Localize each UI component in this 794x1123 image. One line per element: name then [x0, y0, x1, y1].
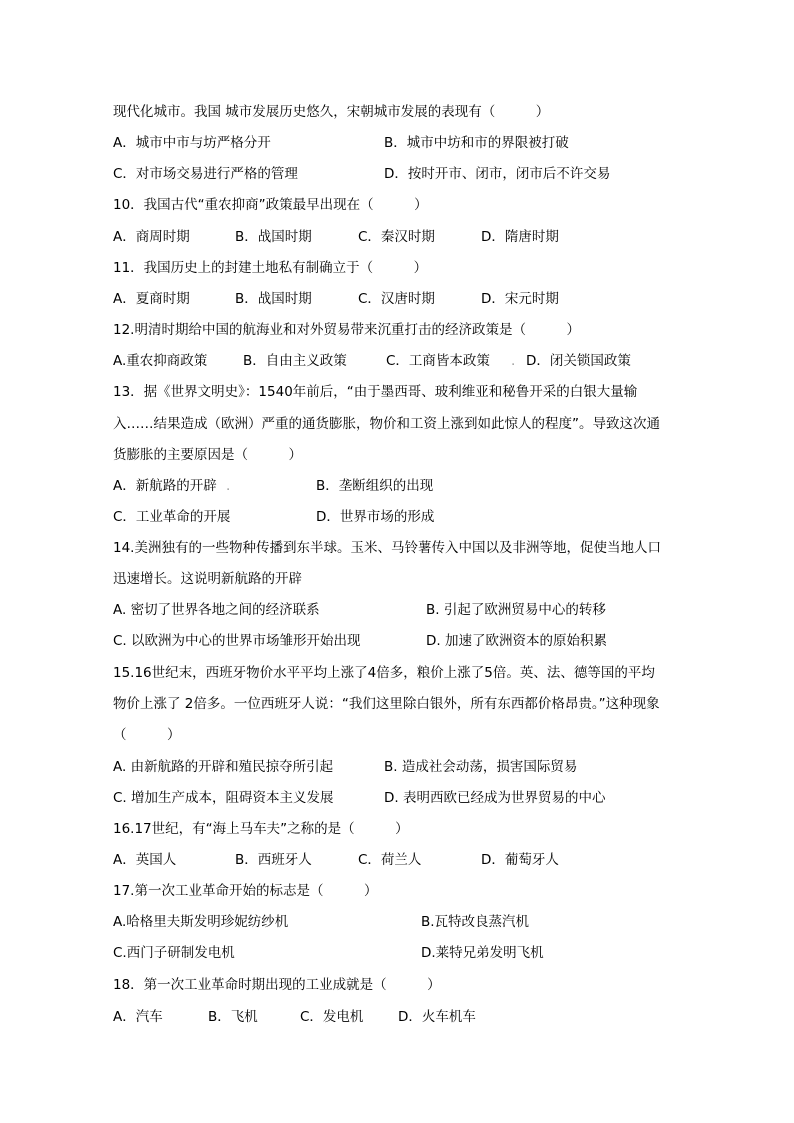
- q17-option-d: D.莱特兄弟发明飞机: [421, 945, 544, 961]
- q18-option-a: A．汽车: [113, 1009, 163, 1025]
- q12-stem: 12.明清时期给中国的航海业和对外贸易带来沉重打击的经济政策是（ ）: [113, 322, 580, 338]
- q10-stem: 10．我国古代“重农抑商”政策最早出现在（ ）: [113, 197, 428, 213]
- q10-option-d: D．隋唐时期: [481, 229, 559, 245]
- q16-option-b: B．西班牙人: [235, 852, 312, 868]
- q18-option-d: D．火车机车: [398, 1009, 476, 1025]
- q11-option-a: A．夏商时期: [113, 291, 190, 307]
- q17-option-c: C.西门子研制发电机: [113, 945, 235, 961]
- q9-option-b: B．城市中坊和市的界限被打破: [384, 135, 569, 151]
- q15-option-b: B. 造成社会动荡，损害国际贸易: [384, 759, 578, 775]
- q15-stem-line-2: 物价上涨了 2倍多。一位西班牙人说：“我们这里除白银外，所有东西都价格昂贵。”这种现象: [113, 696, 660, 712]
- q15-option-d: D. 表明西欧已经成为世界贸易的中心: [384, 790, 606, 806]
- q15-stem-line-3: （ ）: [113, 727, 181, 743]
- q12-stray-dot: .: [511, 353, 516, 369]
- q9-stem: 现代化城市。我国 城市发展历史悠久，宋朝城市发展的表现有（ ）: [113, 104, 550, 120]
- q12-option-a: A.重农抑商政策: [113, 353, 208, 369]
- q10-option-c: C．秦汉时期: [358, 229, 435, 245]
- q18-option-b: B．飞机: [208, 1009, 258, 1025]
- q13-option-b: B．垄断组织的出现: [316, 478, 434, 494]
- q14-option-a: A. 密切了世界各地之间的经济联系: [113, 602, 320, 618]
- q13-option-c: C．工业革命的开展: [113, 509, 231, 525]
- q12-option-d: D．闭关锁国政策: [526, 353, 631, 369]
- q10-option-a: A．商周时期: [113, 229, 190, 245]
- q13-stem-line-1: 13．据《世界文明史》：1540年前后，“由于墨西哥、玻利维亚和秘鲁开采的白银大量输: [113, 384, 638, 400]
- q13-stem-line-3: 货膨胀的主要原因是（ ）: [113, 447, 302, 463]
- q11-option-c: C．汉唐时期: [358, 291, 435, 307]
- q13-stem-line-2: 入……结果造成（欧洲）严重的通货膨胀，物价和工资上涨到如此惊人的程度”。导致这次通: [113, 416, 660, 432]
- q9-option-c: C．对市场交易进行严格的管理: [113, 166, 298, 182]
- q14-stem-line-1: 14.美洲独有的一些物种传播到东半球。玉米、马铃薯传入中国以及非洲等地，促使当地人口: [113, 540, 661, 556]
- q13-option-d: D．世界市场的形成: [316, 509, 435, 525]
- q16-option-c: C．荷兰人: [358, 852, 422, 868]
- q9-option-d: D．按时开市、闭市，闭市后不许交易: [384, 166, 611, 182]
- q9-option-a: A．城市中市与坊严格分开: [113, 135, 271, 151]
- q15-option-a: A. 由新航路的开辟和殖民掠夺所引起: [113, 759, 334, 775]
- q14-option-c: C. 以欧洲为中心的世界市场雏形开始出现: [113, 633, 361, 649]
- q16-stem: 16.17世纪，有“海上马车夫”之称的是（ ）: [113, 821, 409, 837]
- q15-stem-line-1: 15.16世纪末，西班牙物价水平平均上涨了4倍多，粮价上涨了5倍。英、法、德等国的平均: [113, 665, 655, 681]
- q14-option-d: D. 加速了欧洲资本的原始积累: [426, 633, 607, 649]
- q15-option-c: C. 增加生产成本，阻碍资本主义发展: [113, 790, 334, 806]
- q17-stem: 17.第一次工业革命开始的标志是（ ）: [113, 883, 378, 899]
- q17-option-b: B.瓦特改良蒸汽机: [421, 914, 530, 930]
- q12-option-b: B．自由主义政策: [243, 353, 347, 369]
- q14-stem-line-2: 迅速增长。这说明新航路的开辟: [113, 571, 302, 587]
- q16-option-a: A．英国人: [113, 852, 177, 868]
- q10-option-b: B．战国时期: [235, 229, 312, 245]
- q11-option-b: B．战国时期: [235, 291, 312, 307]
- q12-option-c: C．工商皆本政策: [386, 353, 490, 369]
- q18-option-c: C．发电机: [300, 1009, 364, 1025]
- q18-stem: 18．第一次工业革命时期出现的工业成就是（ ）: [113, 977, 441, 993]
- q11-option-d: D．宋元时期: [481, 291, 559, 307]
- q14-option-b: B. 引起了欧洲贸易中心的转移: [426, 602, 606, 618]
- q16-option-d: D．葡萄牙人: [481, 852, 559, 868]
- q13-option-a: A．新航路的开辟: [113, 478, 217, 494]
- q17-option-a: A.哈格里夫斯发明珍妮纺纱机: [113, 914, 289, 930]
- q13-stray-dot: .: [226, 478, 231, 494]
- q11-stem: 11．我国历史上的封建土地私有制确立于（ ）: [113, 260, 428, 276]
